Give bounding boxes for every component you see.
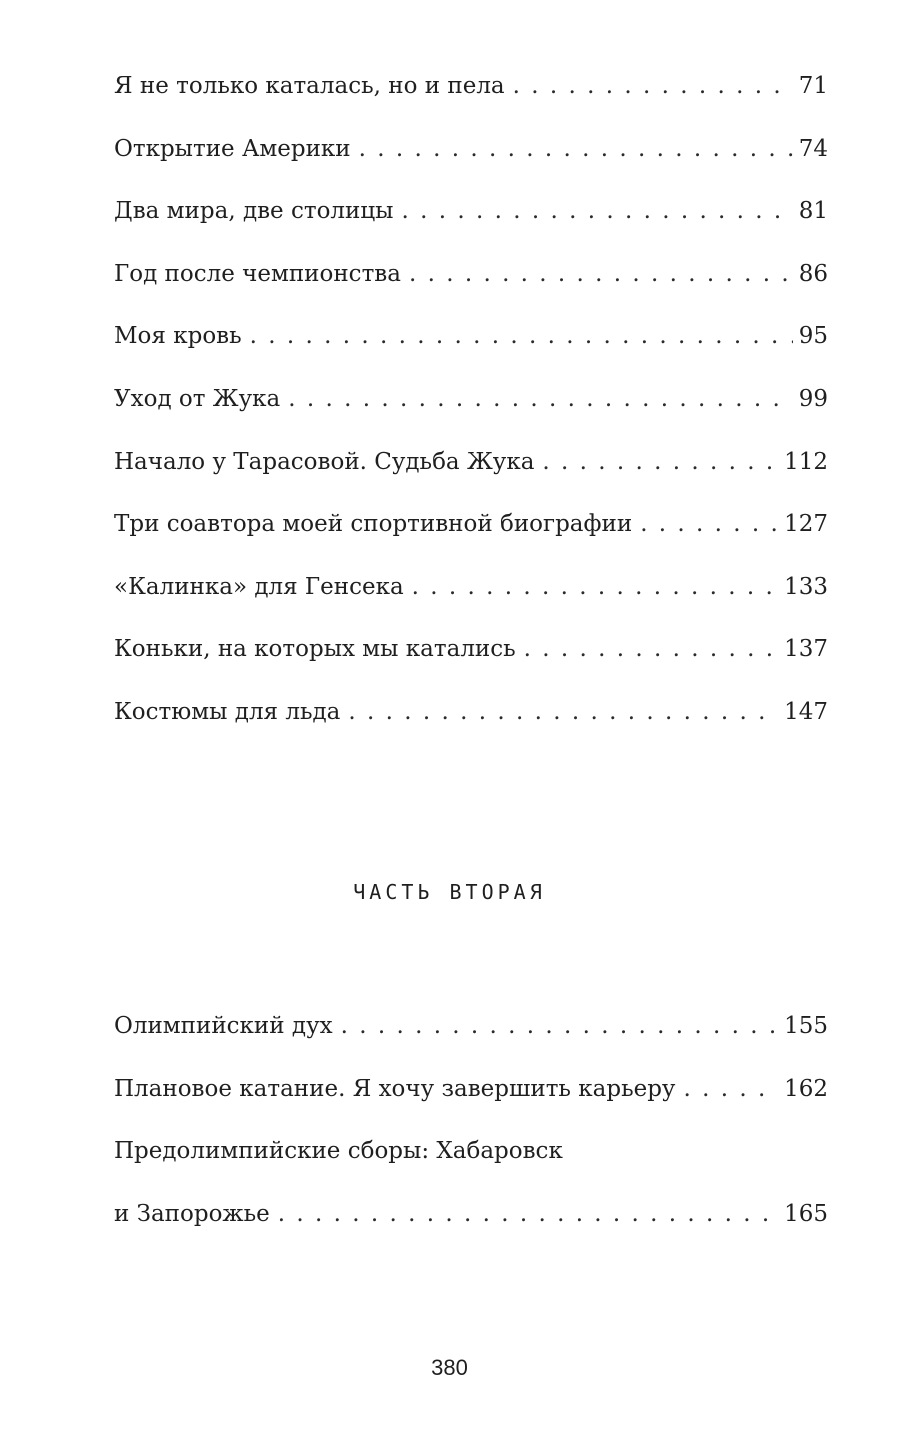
toc-entry-page: 86 (798, 260, 828, 287)
dot-leader (640, 504, 778, 544)
toc-entry (114, 1069, 828, 1132)
toc-entry-title: Олимпийский дух (114, 1013, 333, 1039)
toc-entry-page: 74 (798, 135, 828, 162)
toc-entry (114, 567, 828, 630)
dot-leader (683, 1069, 778, 1109)
dot-leader (341, 1006, 779, 1046)
toc-entry-title: Моя кровь (114, 323, 242, 350)
toc-part-one (114, 66, 828, 755)
dot-leader (348, 692, 778, 732)
toc-entry-title: Уход от Жука (114, 385, 281, 412)
toc-entry-title: Предолимпийские сборы: Хабаровск (114, 1138, 563, 1165)
toc-entry (114, 629, 828, 692)
part-two-heading: ЧАСТЬ ВТОРАЯ (353, 880, 546, 904)
toc-entry-title: Год после чемпионства (114, 260, 401, 287)
dot-leader (401, 191, 792, 231)
toc-entry-title: Открытие Америки (114, 135, 351, 162)
toc-entry-page: 133 (784, 573, 828, 600)
toc-entry-page: 112 (784, 448, 828, 475)
toc-entry (114, 442, 828, 505)
dot-leader (359, 129, 793, 169)
toc-entry-page: 95 (798, 323, 828, 350)
toc-entry (114, 1006, 828, 1069)
toc-part-two (114, 1006, 828, 1256)
toc-entry-title: Костюмы для льда (114, 698, 341, 725)
dot-leader (513, 66, 793, 106)
dot-leader (288, 379, 792, 419)
toc-entry (114, 66, 828, 129)
toc-entry-page: 71 (798, 73, 828, 99)
toc-entry-page: 165 (784, 1200, 828, 1227)
toc-entry-page: 155 (784, 1013, 828, 1039)
toc-entry-page: 137 (784, 636, 828, 663)
toc-entry-title: Коньки, на которых мы катались (114, 636, 516, 663)
toc-entry-title: Плановое катание. Я хочу завершить карьеру (114, 1075, 676, 1102)
toc-entry-title: и Запорожье (114, 1200, 270, 1227)
toc-entry (114, 129, 828, 192)
dot-leader (278, 1194, 778, 1234)
toc-entry-title: Три соавтора моей спортивной биографии (114, 511, 633, 538)
dot-leader (524, 629, 778, 669)
toc-entry (114, 254, 828, 317)
toc-entry (114, 504, 828, 567)
toc-entry-page: 127 (784, 511, 828, 538)
toc-entry (114, 191, 828, 254)
dot-leader (412, 567, 778, 607)
toc-entry-title: Я не только каталась, но и пела (114, 73, 505, 99)
toc-entry-title: «Калинка» для Генсека (114, 573, 404, 600)
toc-entry-page: 162 (784, 1075, 828, 1102)
toc-entry (114, 316, 828, 379)
toc-entry-title: Два мира, две столицы (114, 198, 394, 225)
toc-entry-page: 99 (798, 385, 828, 412)
toc-entry (114, 692, 828, 755)
toc-entry-page: 147 (784, 698, 828, 725)
toc-entry-title: Начало у Тарасовой. Судьба Жука (114, 448, 535, 475)
dot-leader (409, 254, 793, 294)
toc-entry (114, 1131, 828, 1194)
dot-leader (250, 316, 793, 356)
dot-leader (542, 442, 778, 482)
toc-entry (114, 379, 828, 442)
toc-entry-page: 81 (798, 198, 828, 225)
toc-entry (114, 1194, 828, 1257)
page-number: 380 (431, 1355, 468, 1380)
